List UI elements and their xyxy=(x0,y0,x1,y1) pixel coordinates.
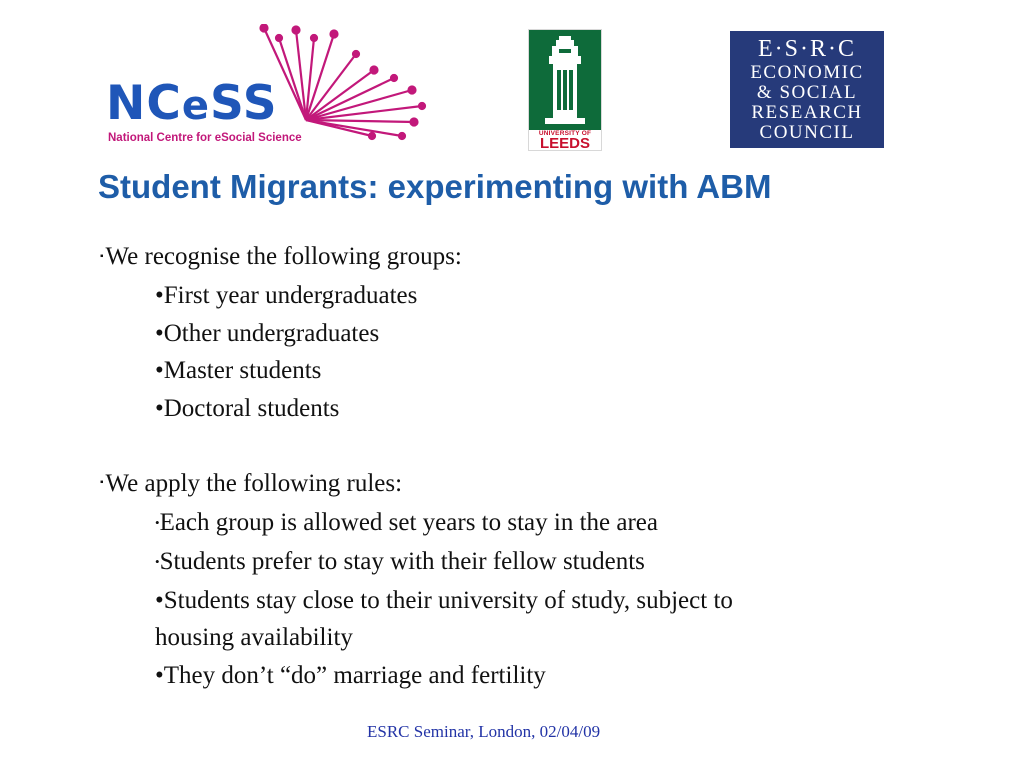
leeds-crest-panel xyxy=(529,30,601,130)
ncess-word-e: e xyxy=(181,83,210,129)
bullet-icon: • xyxy=(155,554,160,570)
leeds-university-label: UNIVERSITY OF xyxy=(538,130,592,137)
list-item xyxy=(100,504,960,543)
square-bullet-icon: ▪ xyxy=(100,250,104,262)
list-item-continuation: housing availability xyxy=(155,624,353,652)
list-item: •Students stay close to their university of study, subject to xyxy=(155,586,733,614)
leeds-name-label: LEEDS xyxy=(539,135,590,152)
esrc-logo-line2: ECONOMIC xyxy=(750,62,864,83)
section1-heading: We recognise the following groups: xyxy=(105,243,462,270)
list-item: •They don’t “do” marriage and fertility xyxy=(155,661,546,689)
list-item: •First year undergraduates xyxy=(155,282,418,310)
leeds-tower-icon xyxy=(529,30,601,130)
section2-heading-line xyxy=(100,465,960,504)
ncess-word-pre: NC xyxy=(106,76,182,131)
ncess-wordmark xyxy=(106,76,278,131)
spacer xyxy=(100,427,960,465)
section1-heading-line xyxy=(100,238,960,277)
esrc-logo-line1: E·S·R·C xyxy=(758,36,856,62)
slide-body xyxy=(100,238,960,694)
ncess-word-post: SS xyxy=(209,76,278,131)
list-item: •Other undergraduates xyxy=(155,319,380,347)
list-item-text: Each group is allowed set years to stay in the area xyxy=(159,508,658,536)
bullet-icon: • xyxy=(155,515,160,531)
list-item-text: Students prefer to stay with their fellow students xyxy=(159,547,645,575)
esrc-logo-line3: & SOCIAL xyxy=(756,82,858,103)
esrc-logo-line5: COUNCIL xyxy=(759,122,855,143)
ncess-logo xyxy=(104,24,434,148)
leeds-logo xyxy=(528,29,602,151)
square-bullet-icon: ▪ xyxy=(100,477,104,489)
section2-heading: We apply the following rules: xyxy=(105,469,403,497)
list-item: •Master students xyxy=(155,357,322,385)
esrc-logo-line4: RESEARCH xyxy=(751,102,863,123)
esrc-logo xyxy=(730,31,884,148)
ncess-subtitle: National Centre for eSocial Science xyxy=(108,132,302,144)
slide-footer: ESRC Seminar, London, 02/04/09 xyxy=(367,722,601,741)
list-item: •Doctoral students xyxy=(155,394,340,422)
slide-title: Student Migrants: experimenting with ABM xyxy=(98,168,772,205)
list-item xyxy=(100,543,960,582)
